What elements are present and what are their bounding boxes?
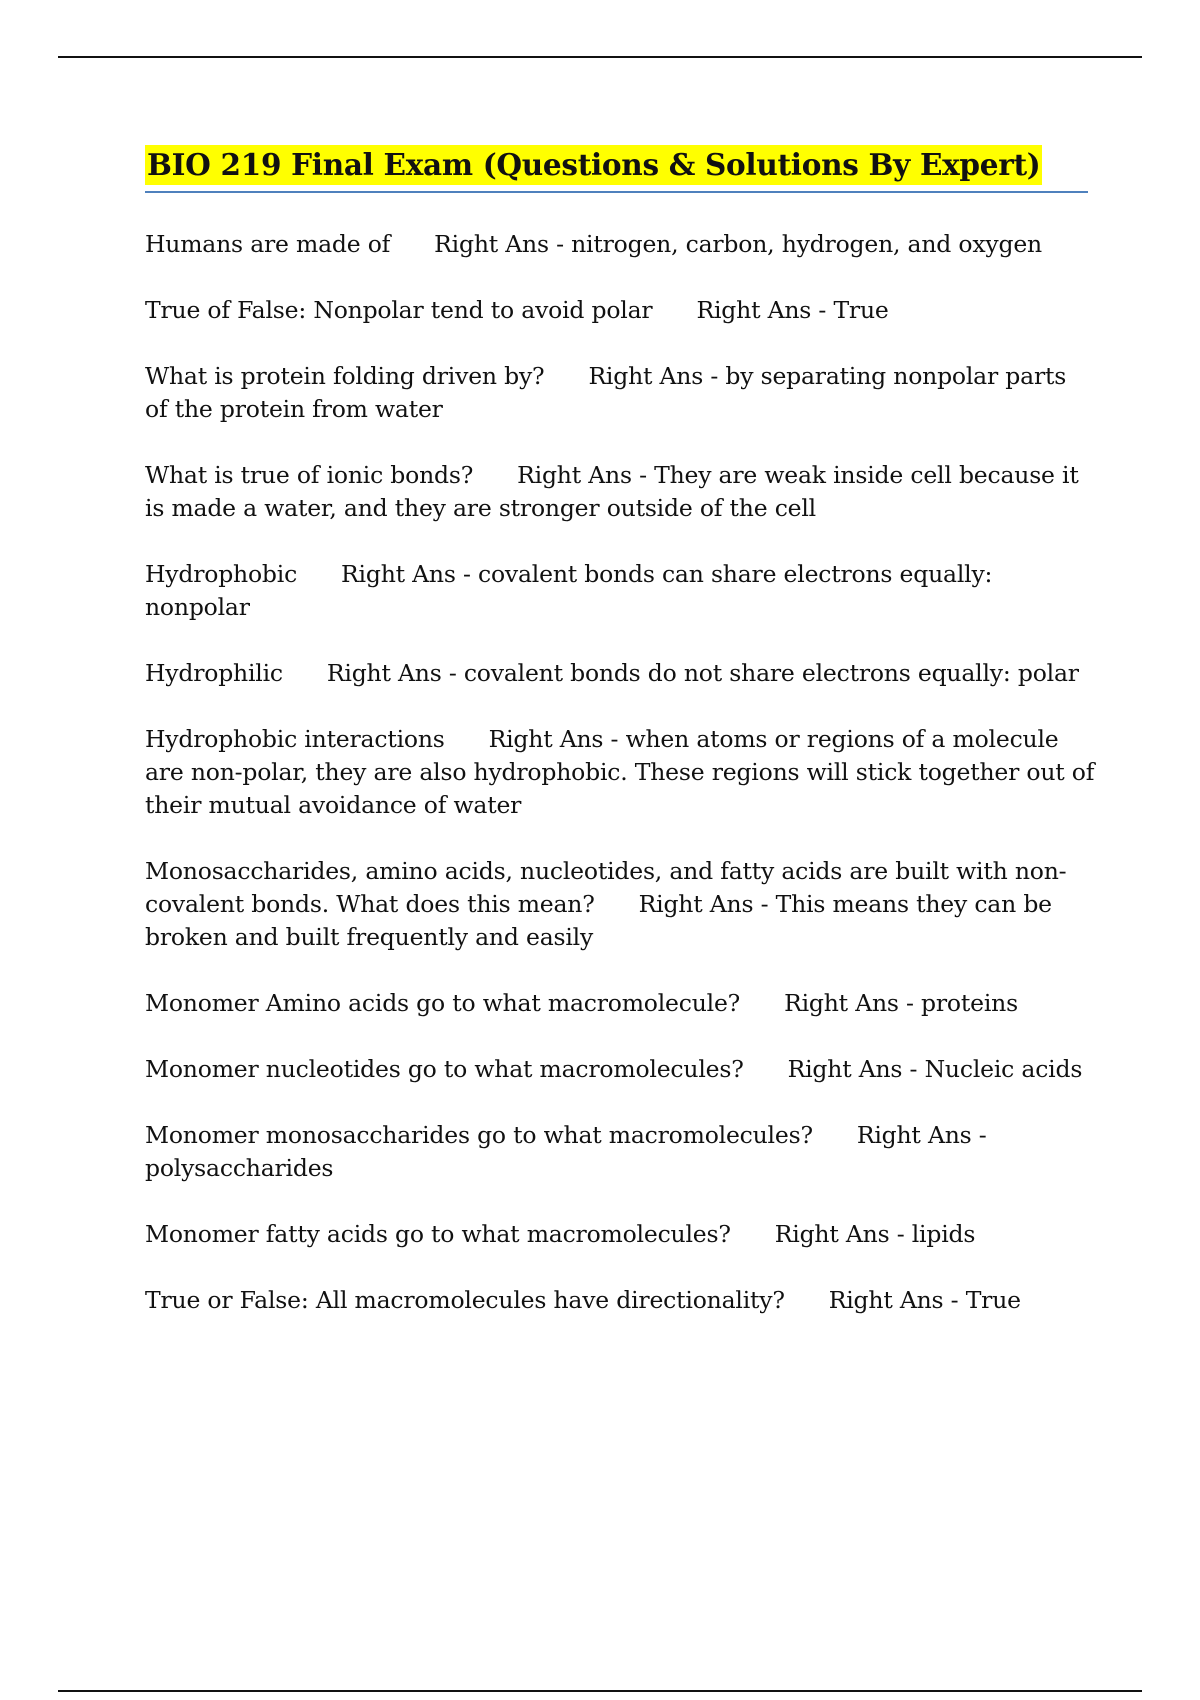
question-text: Hydrophobic: [145, 560, 298, 588]
qa-item: [145, 723, 1095, 822]
answer-text: covalent bonds can share electrons equally: nonpolar: [145, 560, 993, 621]
qa-item: [145, 459, 1095, 525]
answer-text: nitrogen, carbon, hydrogen, and oxygen: [571, 230, 1042, 258]
answer-label: Right Ans -: [588, 362, 726, 390]
answer-text: True: [833, 296, 889, 324]
qa-item: [145, 360, 1095, 426]
question-text: Monomer nucleotides go to what macromolecules?: [145, 1055, 744, 1083]
answer-label: Right Ans -: [434, 230, 572, 258]
answer-label: Right Ans -: [774, 1220, 912, 1248]
answer-label: Right Ans -: [488, 725, 626, 753]
qa-item: [145, 855, 1095, 954]
answer-text: polysaccharides: [145, 1154, 334, 1182]
qa-item: [145, 294, 1095, 327]
answer-text: They are weak inside cell because it is made a water, and they are stronger outside of the cell: [145, 461, 1079, 522]
answer-text: proteins: [921, 989, 1018, 1017]
answer-label: Right Ans -: [638, 890, 776, 918]
answer-text: Nucleic acids: [924, 1055, 1083, 1083]
qa-item: [145, 1218, 1095, 1251]
qa-item: [145, 1284, 1095, 1317]
question-text: What is protein folding driven by?: [145, 362, 545, 390]
question-text: True of False: Nonpolar tend to avoid polar: [145, 296, 653, 324]
answer-label: Right Ans -: [787, 1055, 925, 1083]
answer-text: when atoms or regions of a molecule are non-polar, they are also hydrophobic. These regions will stick together out of their mutual avoidance of water: [145, 725, 1095, 819]
answer-text: by separating nonpolar parts of the protein from water: [145, 362, 1067, 423]
qa-item: [145, 1053, 1095, 1086]
answer-label: Right Ans -: [326, 659, 464, 687]
footer-rule: [58, 1690, 1142, 1692]
question-text: Monomer fatty acids go to what macromolecules?: [145, 1220, 731, 1248]
question-text: Monosaccharides, amino acids, nucleotides, and fatty acids are built with non-covalent bonds. What does this mean?: [145, 857, 1067, 918]
qa-item: [145, 558, 1095, 624]
question-text: Hydrophobic interactions: [145, 725, 445, 753]
question-text: Monomer Amino acids go to what macromolecule?: [145, 989, 741, 1017]
answer-label: Right Ans -: [856, 1121, 987, 1149]
question-text: What is true of ionic bonds?: [145, 461, 474, 489]
answer-label: Right Ans -: [828, 1286, 966, 1314]
qa-item: [145, 1119, 1095, 1185]
answer-text: This means they can be broken and built frequently and easily: [145, 890, 1052, 951]
question-text: Hydrophilic: [145, 659, 283, 687]
qa-item: [145, 987, 1095, 1020]
answer-text: covalent bonds do not share electrons equally: polar: [463, 659, 1079, 687]
question-text: Humans are made of: [145, 230, 391, 258]
answer-text: lipids: [911, 1220, 976, 1248]
qa-list: [145, 228, 1095, 1350]
qa-item: [145, 657, 1095, 690]
question-text: Monomer monosaccharides go to what macromolecules?: [145, 1121, 813, 1149]
answer-text: True: [965, 1286, 1021, 1314]
qa-item: [145, 228, 1095, 261]
document-title: BIO 219 Final Exam (Questions & Solutions By Expert): [145, 145, 1042, 185]
answer-label: Right Ans -: [784, 989, 922, 1017]
answer-label: Right Ans -: [517, 461, 655, 489]
title-block: [145, 145, 1088, 193]
answer-label: Right Ans -: [696, 296, 834, 324]
answer-label: Right Ans -: [341, 560, 478, 588]
header-rule: [58, 56, 1142, 58]
question-text: True or False: All macromolecules have directionality?: [145, 1286, 785, 1314]
